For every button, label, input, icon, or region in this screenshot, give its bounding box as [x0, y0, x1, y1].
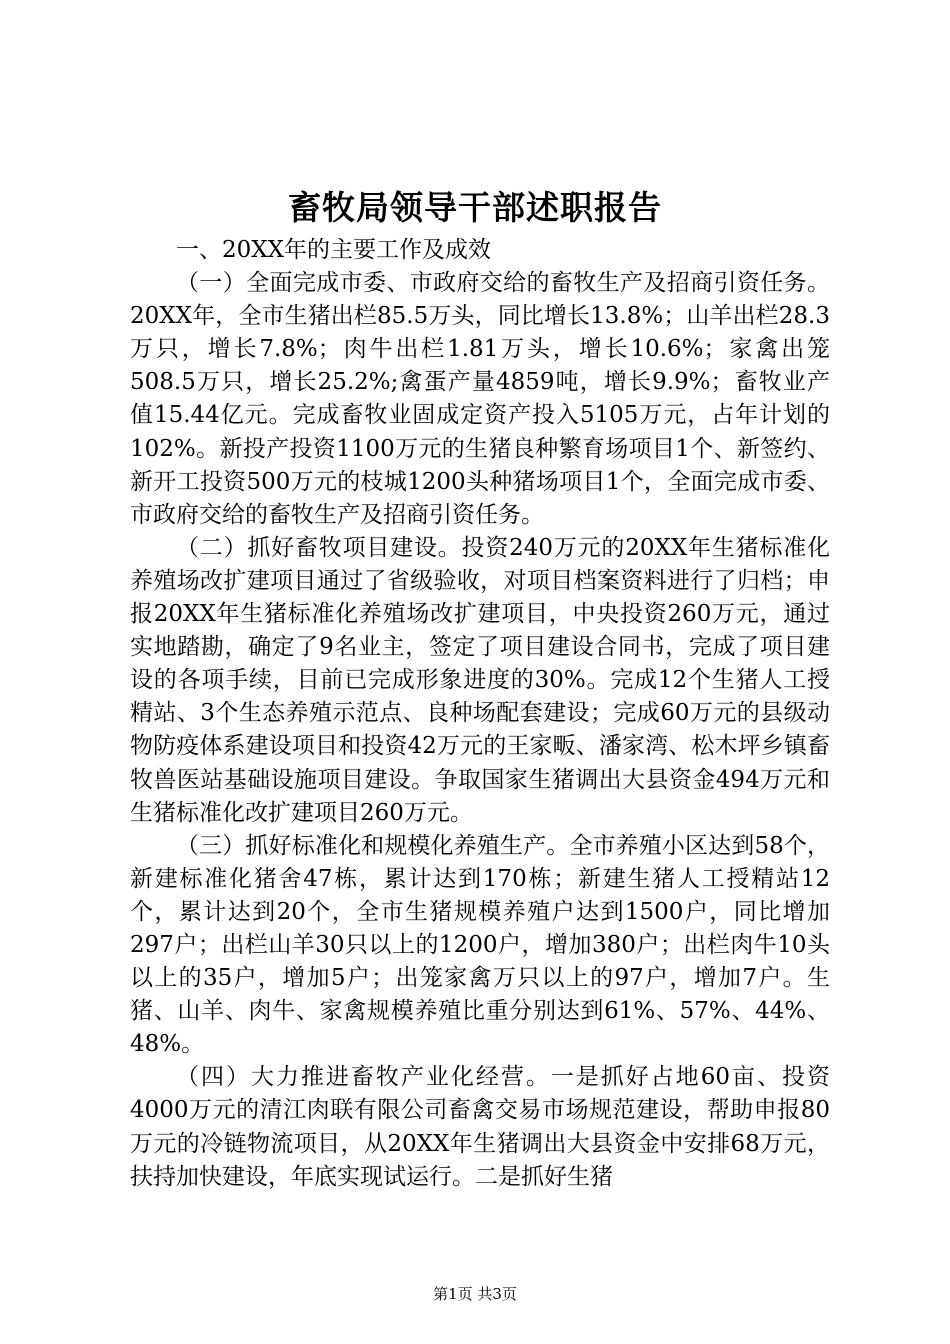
paragraph-2: （二）抓好畜牧项目建设。投资240万元的20XX年生猪标准化养殖场改扩建项目通过了省级验收，对项目档案资料进行了归档；申报20XX年生猪标准化养殖场改扩建项目，中央投资260万元，通过实地踏勘，确定了9名业主，签定了项目建设合同书，完成了项目建设的各项手续，目前已完成形象进度的30%。完成12个生猪人工授精站、3个生态养殖示范点、良种场配套建设；完成60万元的县级动物防疫体系建设项目和投资42万元的王家畈、潘家湾、松木坪乡镇畜牧兽医站基础设施项目建设。争取国家生猪调出大县资金494万元和生猪标准化改扩建项目260万元。: [130, 534, 830, 826]
document-body: [130, 234, 830, 1194]
paragraph-3: （三）抓好标准化和规模化养殖生产。全市养殖小区达到58个，新建标准化猪舍47栋，累计达到170栋；新建生猪人工授精站12个，累计达到20个，全市生猪规模养殖户达到1500户，同比增加297户；出栏山羊30只以上的1200户，增加380户；出栏肉牛10头以上的35户，增加5户；出笼家禽万只以上的97户，增加7户。生猪、山羊、肉牛、家禽规模养殖比重分别达到61%、57%、44%、48%。: [130, 832, 830, 1058]
document-title: 畜牧局领导干部述职报告: [288, 188, 662, 227]
page-footer: 第1页 共3页: [433, 1285, 517, 1303]
section-heading: 一、20XX年的主要工作及成效: [176, 237, 492, 263]
paragraph-1: （一）全面完成市委、市政府交给的畜牧生产及招商引资任务。20XX年，全市生猪出栏85.5万头，同比增长13.8%；山羊出栏28.3万只，增长7.8%；肉牛出栏1.81万头，增长10.6%；家禽出笼508.5万只，增长25.2%;禽蛋产量4859吨，增长9.9%；畜牧业产值15.44亿元。完成畜牧业固成定资产投入5105万元，占年计划的102%。新投产投资1100万元的生猪良种繁育场项目1个、新签约、新开工投资500万元的枝城1200头种猪场项目1个，全面完成市委、市政府交给的畜牧生产及招商引资任务。: [130, 270, 830, 528]
paragraph-4: （四）大力推进畜牧产业化经营。一是抓好占地60亩、投资4000万元的清江肉联有限公司畜禽交易市场规范建设，帮助申报80万元的冷链物流项目，从20XX年生猪调出大县资金中安排68万元，扶持加快建设，年底实现试运行。二是抓好生猪: [130, 1064, 830, 1190]
